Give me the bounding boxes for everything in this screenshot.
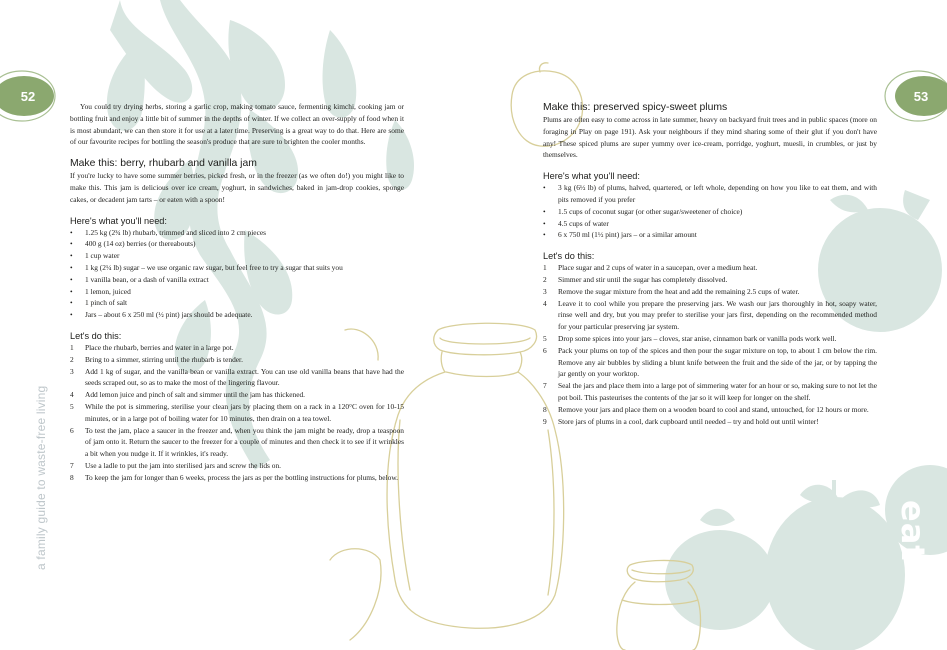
list-item: 7 Seal the jars and place them into a large pot of simmering water for an hour or so, making sure to not let the pot boil. This pasteurises the contents of the jar so it will keep for longer on the shelf.: [543, 381, 877, 402]
list-item: 5 While the pot is simmering, sterilise your clean jars by placing them on a rack in a 120°C oven for 10-15 minutes, or in a large pot of boiling water for 10 minutes, then drain on a tea towel.: [70, 401, 404, 423]
list-item: • 6 x 750 ml (1½ pint) jars – or a similar amount: [543, 230, 697, 240]
jam-recipe-title: Make this: berry, rhubarb and vanilla jam: [70, 158, 257, 170]
list-item: 2 Bring to a simmer, stirring until the rhubarb is tender.: [70, 354, 243, 364]
plum-recipe-title: Make this: preserved spicy-sweet plums: [543, 102, 728, 113]
list-item: 6 To test the jam, place a saucer in the freezer and, when you think the jam might be ready, drop a teaspoon of jam onto it. Return the saucer to the freezer for a couple of minutes and then check it to see if it wrinkles a bit when you nudge it. If it wrinkles, it's ready.: [70, 425, 404, 459]
list-item: 8 Remove your jars and place them on a wooden board to cool and stand, untouched, for 12 hours or more.: [543, 404, 869, 414]
list-item: • 400 g (14 oz) berries (or thereabouts): [70, 239, 196, 249]
list-item: 8 To keep the jam for longer than 6 weeks, process the jars as per the bottling instructions for plums, below.: [70, 472, 399, 482]
list-item: 6 Pack your plums on top of the spices and then pour the sugar mixture on top, to about 1 cm below the rim. Remove any air bubbles by sliding a blunt knife between the fruit and the side of the jar, or by tapping the jar gently on your worktop.: [543, 345, 877, 379]
list-item: 3 Add 1 kg of sugar, and the vanilla bean or vanilla extract. You can use old vanilla beans that have had the seeds scraped out, so as to make the most of the lingering flavour.: [70, 366, 404, 388]
section-word-eat: eat: [894, 500, 932, 562]
list-item: 1 Place the rhubarb, berries and water in a large pot.: [70, 342, 234, 352]
intro-paragraph: You could try drying herbs, storing a garlic crop, making tomato sauce, fermenting kimchi, cooking jam or bottling fruit and enjoy a little bit of summer in the depths of winter. If we collect an over-supply of food when it is most abundant, we can then store it for use at a later time. Preserving is a great way to do that. Here are some of our favourite recipes for bottling the season's produce that are sure to brighten the cooler months.: [70, 102, 404, 147]
list-item: • 3 kg (6½ lb) of plums, halved, quartered, or left whole, depending on how you like to eat them, and with pits removed if you prefer: [543, 183, 877, 204]
list-item: 3 Remove the sugar mixture from the heat and add the remaining 2.5 cups of water.: [543, 286, 800, 296]
plum-method-heading: Let's do this:: [543, 251, 595, 262]
list-item: • 4.5 cups of water: [543, 218, 609, 228]
list-item: 4 Add lemon juice and pinch of salt and simmer until the jam has thickened.: [70, 390, 306, 400]
list-item: • Jars – about 6 x 250 ml (½ pint) jars should be adequate.: [70, 310, 253, 320]
list-item: • 1.25 kg (2¾ lb) rhubarb, trimmed and sliced into 2 cm pieces: [70, 227, 267, 237]
jam-ingredients-list: [70, 227, 404, 321]
plum-recipe-intro: Plums are often easy to come across in late summer, heavy on backyard fruit trees and in public spaces (more on foraging in Play on page 191). Ask your neighbours if they mind sharing some of their glut if you don't have any! These spiced plums are super yummy over ice-cream, porridge, yoghurt, muesli, in crumbles, or just by themselves.: [543, 115, 877, 160]
list-item: • 1 kg (2¼ lb) sugar – we use organic raw sugar, but feel free to try a sugar that suits you: [70, 262, 343, 272]
list-item: • 1.5 cups of coconut sugar (or other sugar/sweetener of choice): [543, 206, 743, 216]
list-item: • 1 lemon, juiced: [70, 286, 131, 296]
jam-ingredients-heading: Here's what you'll need:: [70, 215, 167, 226]
plum-ingredients-list: [543, 182, 877, 241]
jam-steps-list: [70, 342, 404, 484]
list-item: 5 Drop some spices into your jars – cloves, star anise, cinnamon bark or vanilla pods work well.: [543, 333, 837, 343]
list-item: • 1 vanilla bean, or a dash of vanilla extract: [70, 274, 209, 284]
list-item: • 1 pinch of salt: [70, 298, 128, 308]
jam-recipe-intro: If you're lucky to have some summer berries, picked fresh, or in the freezer (as we often do!) you might like to make this. This jam is delicious over ice cream, yoghurt, in sandwiches, baked in jam-drop cookies, sponge cakes, or decadent jam tarts – or eaten with a spoon!: [70, 171, 404, 204]
left-page-column: [70, 101, 404, 484]
page-number-badge-left: 52: [0, 76, 54, 116]
page-number-badge-right: 53: [895, 76, 947, 116]
list-item: 4 Leave it to cool while you prepare the preserving jars. We wash our jars thoroughly in hot, soapy water, rinse well and dry, but you may prefer to sterilise your jars first, depending on the recommended method for your particular preserving jar system.: [543, 298, 877, 332]
book-title-side-text: a family guide to waste-free living: [34, 385, 48, 570]
list-item: 1 Place sugar and 2 cups of water in a saucepan, over a medium heat.: [543, 263, 758, 273]
plum-steps-list: [543, 262, 877, 427]
list-item: 7 Use a ladle to put the jam into sterilised jars and screw the lids on.: [70, 460, 282, 470]
plum-ingredients-heading: Here's what you'll need:: [543, 171, 640, 182]
list-item: • 1 cup water: [70, 251, 120, 261]
list-item: 9 Store jars of plums in a cool, dark cupboard until needed – try and hold out until winter!: [543, 416, 819, 426]
list-item: 2 Simmer and stir until the sugar has completely dissolved.: [543, 274, 728, 284]
right-page-column: [543, 101, 877, 427]
jam-method-heading: Let's do this:: [70, 330, 122, 341]
